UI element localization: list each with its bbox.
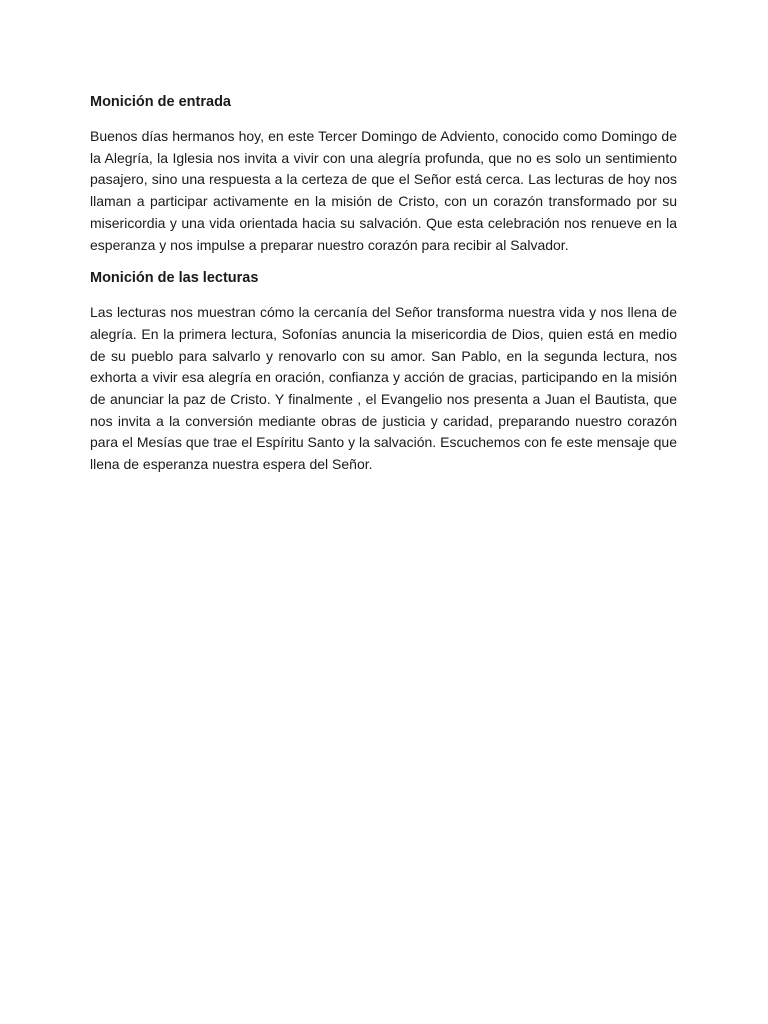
paragraph-monicion-entrada: Buenos días hermanos hoy, en este Tercer Domingo de Adviento, conocido como Domingo de la Alegría, la Iglesia nos invita a vivir con una alegría profunda, que no es solo un sentimiento pasajero, sino una respuesta a la certeza de que el Señor está cerca. Las lecturas de hoy nos llaman a participar activamente en la misión de Cristo, con un corazón transformado por su misericordia y una vida orientada hacia su salvación. Que esta celebración nos renueve en la esperanza y nos impulse a preparar nuestro corazón para recibir al Salvador.: [90, 128, 677, 253]
heading-monicion-entrada: Monición de entrada: [90, 94, 231, 110]
heading-monicion-lecturas: Monición de las lecturas: [90, 270, 259, 287]
paragraph-monicion-lecturas: Las lecturas nos muestran cómo la cercanía del Señor transforma nuestra vida y nos llena de alegría. En la primera lectura, Sofonías anuncia la misericordia de Dios, quien está en medio de su pueblo para salvarlo y renovarlo con su amor. San Pablo, en la segunda lectura, nos exhorta a vivir esa alegría en oración, confianza y acción de gracias, participando en la misión de anunciar la paz de Cristo. Y finalmente , el Evangelio nos presenta a Juan el Bautista, que nos invita a la conversión mediante obras de justicia y caridad, preparando nuestro corazón para el Mesías que trae el Espíritu Santo y la salvación. Escuchemos con fe este mensaje que llena de esperanza nuestra espera del Señor.: [90, 304, 677, 473]
document-page: [90, 92, 677, 488]
